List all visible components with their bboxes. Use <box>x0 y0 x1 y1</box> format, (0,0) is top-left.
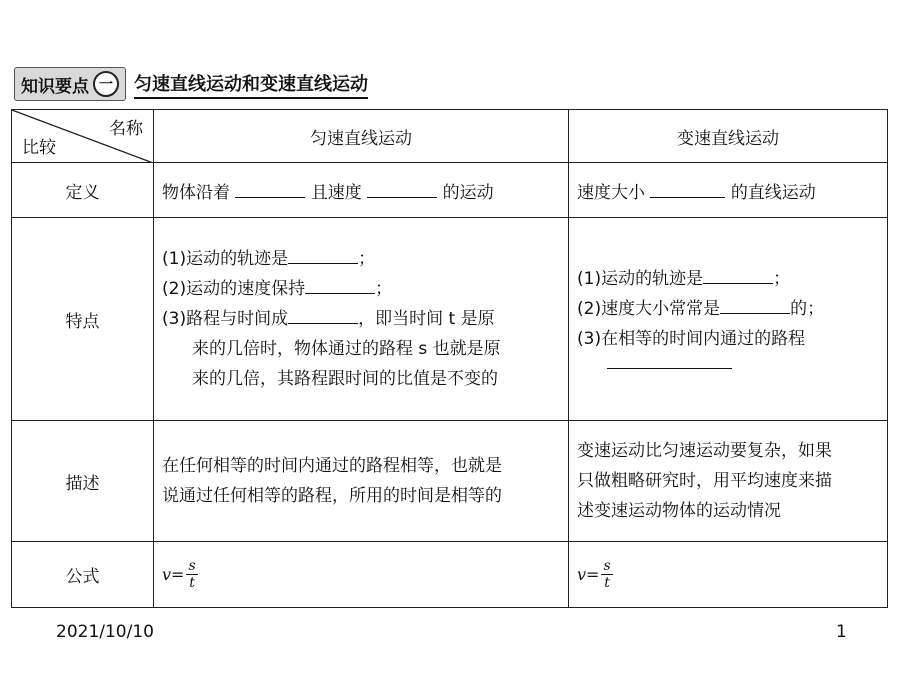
text-segment: 物体沿着 <box>162 182 230 203</box>
section-tag <box>14 67 126 101</box>
fill-blank <box>288 307 358 324</box>
tag-number: 一 <box>93 71 119 97</box>
text-segment: ，即当时间 t 是原 <box>358 309 495 329</box>
page-number: 1 <box>836 622 847 642</box>
definition-uniform <box>154 163 569 218</box>
text-line: 变速运动比匀速运动要复杂，如果 <box>577 441 832 461</box>
row-label-definition: 定义 <box>12 163 154 218</box>
fill-blank <box>607 368 732 369</box>
text-segment: (2)速度大小常常是 <box>577 299 721 319</box>
corner-top-label: 名称 <box>109 119 143 139</box>
text-segment: ； <box>773 269 791 289</box>
table-row-definition <box>12 163 888 218</box>
table-row-formula <box>12 542 888 608</box>
description-uniform <box>154 421 569 542</box>
text-line: 来的几倍时，物体通过的路程 s 也就是原 <box>192 339 501 359</box>
comparison-table <box>11 109 888 608</box>
text-segment: 的运动 <box>442 182 494 203</box>
formula-variable <box>569 542 888 608</box>
corner-bottom-label: 比较 <box>22 138 56 158</box>
fill-blank <box>305 277 375 294</box>
row-label-features: 特点 <box>12 218 154 421</box>
text-segment: (1)运动的轨迹是 <box>162 249 289 269</box>
fill-blank <box>235 181 305 198</box>
formula-numerator: s <box>603 558 611 574</box>
table-row-features <box>12 218 888 421</box>
formula-uniform <box>154 542 569 608</box>
features-variable <box>569 218 888 421</box>
velocity-formula <box>162 558 198 591</box>
text-segment: (1)运动的轨迹是 <box>577 269 704 289</box>
text-line: 来的几倍，其路程跟时间的比值是不变的 <box>192 369 498 389</box>
section-header <box>14 66 368 102</box>
text-line: 说通过任何相等的路程，所用的时间是相等的 <box>162 486 502 506</box>
text-segment: 速度大小 <box>577 182 645 203</box>
text-line: 在任何相等的时间内通过的路程相等，也就是 <box>162 456 502 476</box>
velocity-formula <box>577 558 613 591</box>
text-segment: ； <box>358 249 376 269</box>
fill-blank <box>367 181 437 198</box>
fill-blank <box>650 181 725 198</box>
description-variable <box>569 421 888 542</box>
text-line: 述变速运动物体的运动情况 <box>577 501 781 521</box>
text-segment: ； <box>375 279 393 299</box>
text-segment: 的； <box>790 299 825 319</box>
fill-blank <box>720 297 790 314</box>
table-row-description <box>12 421 888 542</box>
features-uniform <box>154 218 569 421</box>
text-segment: (2)运动的速度保持 <box>162 279 306 299</box>
formula-eq: = <box>586 565 600 584</box>
section-title: 匀速直线运动和变速直线运动 <box>134 70 368 99</box>
formula-v: v <box>577 565 587 584</box>
col-header-variable: 变速直线运动 <box>569 110 888 163</box>
formula-fraction <box>601 558 612 591</box>
tag-label: 知识要点 <box>21 76 89 97</box>
formula-fraction <box>186 558 197 591</box>
formula-eq: = <box>171 565 185 584</box>
corner-cell <box>12 110 154 163</box>
formula-v: v <box>162 565 172 584</box>
text-line: 只做粗略研究时，用平均速度来描 <box>577 471 832 491</box>
text-segment: 且速度 <box>310 182 362 203</box>
row-label-formula: 公式 <box>12 542 154 608</box>
fill-blank <box>703 267 773 284</box>
fill-blank <box>288 247 358 264</box>
formula-denominator: t <box>189 575 195 591</box>
text-segment: (3)路程与时间成 <box>162 309 289 329</box>
text-segment: 的直线运动 <box>730 182 816 203</box>
formula-denominator: t <box>604 575 610 591</box>
text-line: (3)在相等的时间内通过的路程 <box>577 329 806 349</box>
row-label-description: 描述 <box>12 421 154 542</box>
formula-numerator: s <box>188 558 196 574</box>
col-header-uniform: 匀速直线运动 <box>154 110 569 163</box>
definition-variable <box>569 163 888 218</box>
footer-date: 2021/10/10 <box>56 622 154 642</box>
